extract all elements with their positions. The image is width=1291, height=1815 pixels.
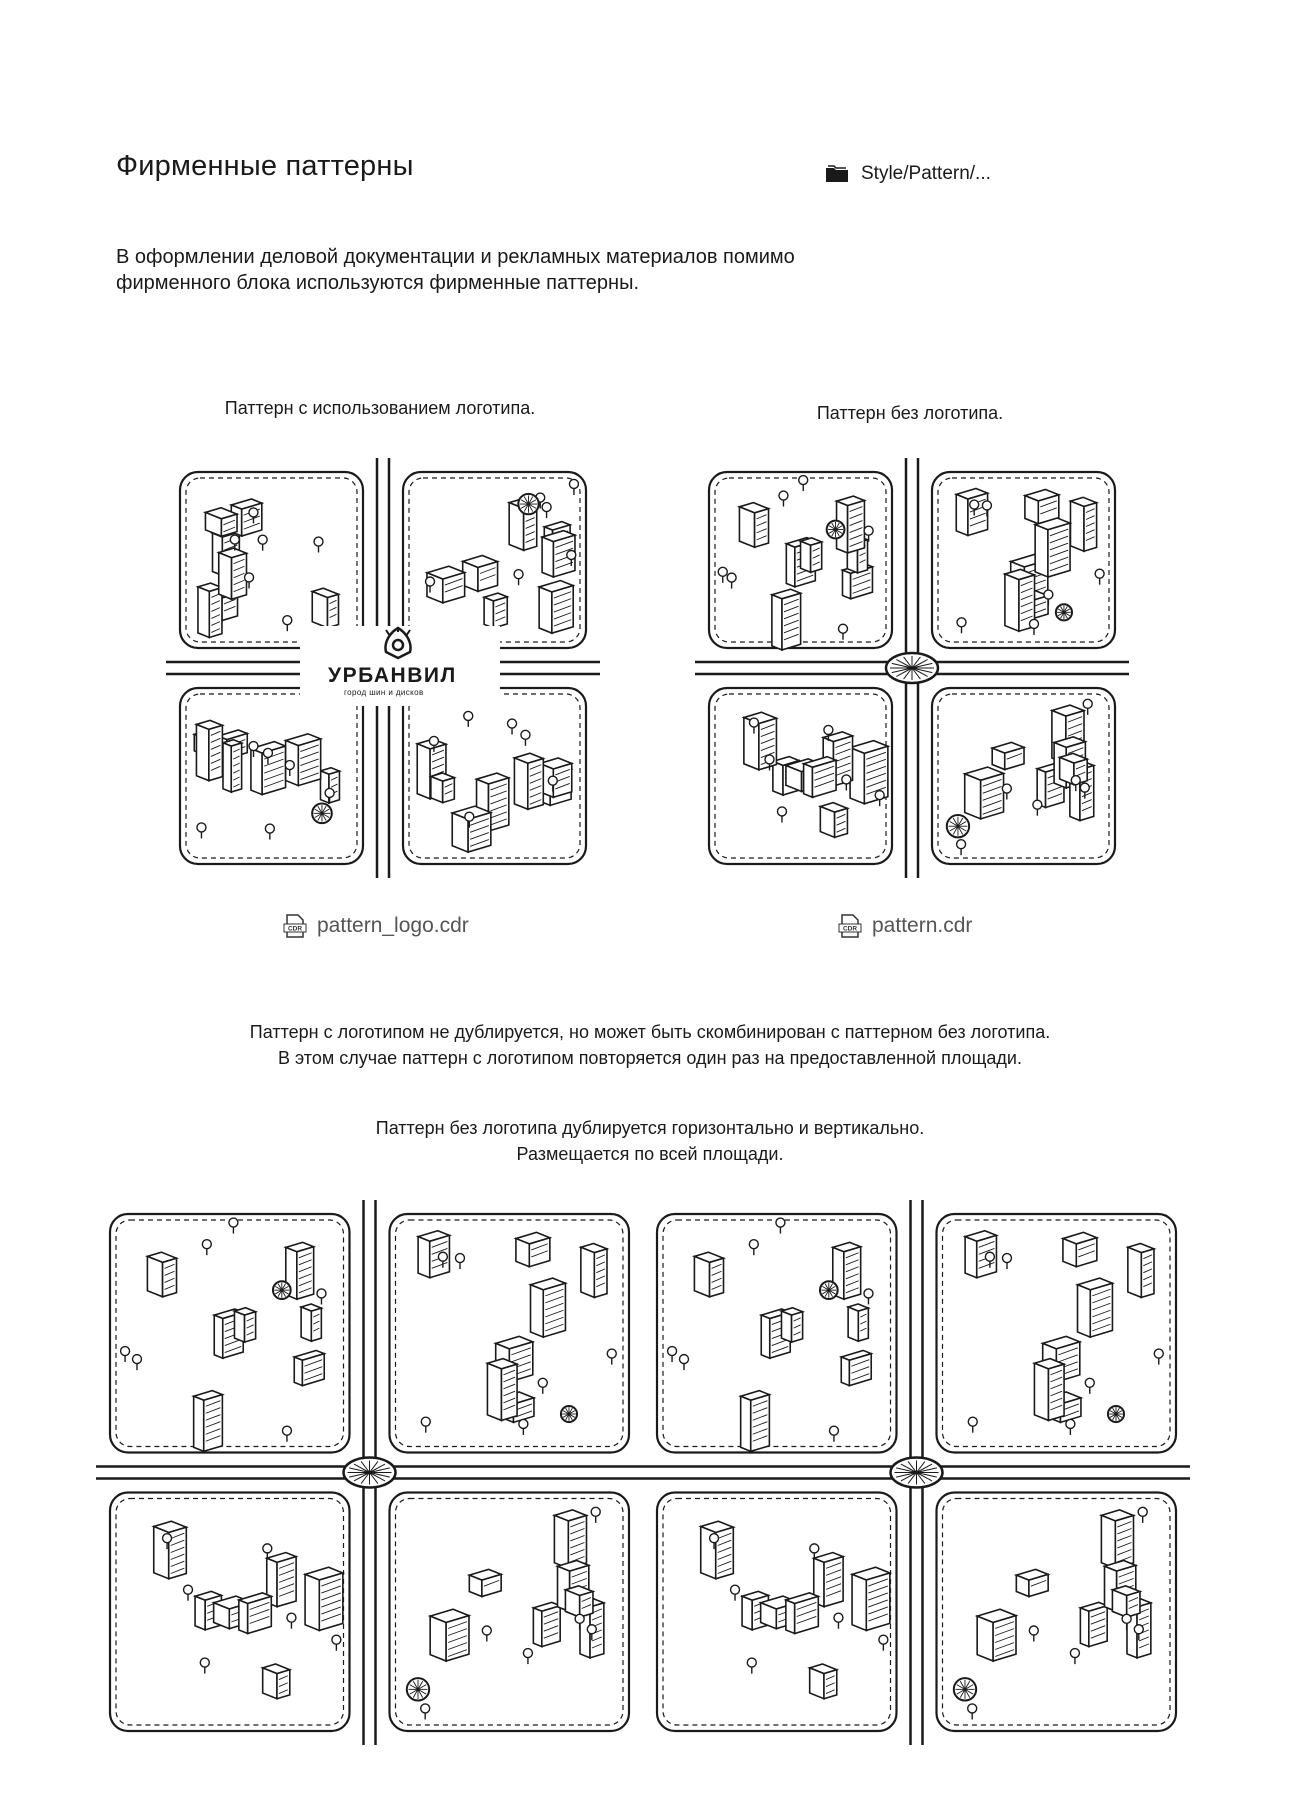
tree [968,1417,977,1433]
tree [838,624,847,640]
cdr-badge: CDR [287,925,303,933]
building [841,1350,871,1385]
page-title: Фирменные паттерны [116,150,414,182]
building [1101,1510,1133,1568]
tree [200,1658,209,1674]
tree [680,1355,689,1371]
cdr-badge: CDR [842,925,858,933]
tree [727,573,736,589]
tree [521,730,530,746]
tree [591,1507,600,1523]
building [739,503,768,548]
building [1128,1243,1154,1297]
tree [482,1626,491,1642]
building [848,1304,868,1341]
folder-path[interactable] [825,163,991,185]
building [487,1359,517,1421]
building [1016,1569,1048,1596]
building [263,1664,290,1699]
building [301,1304,321,1341]
building [533,1602,560,1646]
tree [519,1419,528,1435]
repeat-note-line: Паттерн без логотипа дублируется горизонтально и вертикально. [375,1118,925,1138]
building [469,1569,501,1596]
tree [1066,1419,1075,1435]
logo-wordmark: УРБАНВИЛ [328,664,457,687]
tree [538,1378,547,1394]
tree [829,1426,838,1442]
tree [508,719,517,735]
building [205,508,237,537]
tree [799,476,808,492]
combine-note-line: В этом случае паттерн с логотипом повторяется один раз на предоставленной площади. [278,1048,1022,1068]
pattern-logo-caption: Паттерн с использованием логотипа. [224,398,536,418]
building [565,1586,593,1617]
tree [314,537,323,553]
building [801,538,822,572]
tree [202,1240,211,1256]
tree [184,1585,193,1601]
file-link-pattern[interactable] [838,914,972,938]
building [147,1252,176,1297]
folder-path-label: Style/Pattern/... [861,163,991,184]
building [1080,1602,1107,1646]
tree [1070,1649,1079,1665]
tree [747,1658,756,1674]
brand-logo [300,626,500,706]
building [1034,1359,1064,1421]
tree [1085,1378,1094,1394]
tree [1033,800,1042,816]
building [965,767,1004,819]
wheel [827,521,845,539]
building [463,556,498,592]
building [223,740,242,792]
building [852,1567,890,1630]
building [196,720,222,780]
tree [229,1218,238,1234]
combine-note [150,1019,1150,1071]
tree [287,1613,296,1629]
building [992,742,1024,769]
tree [283,616,292,632]
building [1035,518,1070,577]
repeat-note-line: Размещается по всей площади. [516,1144,784,1164]
building [484,593,507,628]
tree [464,711,473,727]
building [977,1609,1016,1661]
wheel [561,1406,577,1422]
wheel [1108,1406,1124,1422]
building [1063,1232,1097,1266]
building [430,1609,469,1661]
building [239,1593,271,1634]
tree [197,823,206,839]
tree [523,1649,532,1665]
wheel [273,1281,291,1299]
building [516,1232,550,1266]
tree [258,535,267,551]
folder-icon [825,165,849,183]
wheel [312,804,332,824]
wheel [820,1281,838,1299]
logo-emblem-icon [378,626,418,660]
tree [317,1289,326,1305]
repeated-pattern-image [96,1200,1190,1745]
building [820,803,847,838]
pattern-plain-caption: Паттерн без логотипа. [816,403,1004,423]
tree [879,1635,888,1651]
tree [569,479,578,495]
building [294,1350,324,1385]
tree [332,1635,341,1651]
tree [133,1355,142,1371]
building [581,1243,607,1297]
tree [875,791,884,807]
building [956,489,987,536]
tree [668,1347,677,1363]
tree [1029,619,1038,635]
tree [834,1613,843,1629]
logo-tagline: город шин и дисков [344,688,424,697]
tree [1002,1254,1011,1270]
tree [1095,569,1104,585]
building [804,757,836,798]
tree [1154,1349,1163,1365]
building [694,1252,723,1297]
tree [1138,1507,1147,1523]
building [286,734,321,786]
cdr-file-icon [283,914,307,938]
tree [779,491,788,507]
building [772,589,801,650]
tree [957,840,966,856]
file-link-pattern-logo[interactable] [283,914,469,938]
cdr-file-icon [838,914,862,938]
wheel [947,815,969,837]
building [531,1278,566,1337]
tree [455,1254,464,1270]
building [194,1391,223,1452]
building [1078,1278,1113,1337]
pattern-tile [643,1200,1190,1745]
building [219,548,247,599]
building [786,1593,818,1634]
building [781,1308,802,1342]
building [514,753,543,809]
pattern-tile [96,1200,643,1745]
building [431,773,454,803]
tree [542,503,551,519]
file-name: pattern_logo.cdr [317,914,469,937]
building [305,1567,343,1630]
building [810,1664,837,1699]
wheel [954,1678,976,1700]
tree [607,1349,616,1365]
building [234,1308,255,1342]
wheel [518,494,538,514]
tree [749,1240,758,1256]
repeat-note [150,1115,1150,1167]
tree [718,567,727,583]
tree [864,1289,873,1305]
tree [265,824,274,840]
intro-text: В оформлении деловой документации и рекламных материалов помимо фирменного блока используются фирменные паттерны. [116,246,795,294]
combine-note-line: Паттерн с логотипом не дублируется, но может быть скомбинирован с паттерном без логотипа. [249,1022,1051,1042]
tree [776,1218,785,1234]
building [154,1521,187,1579]
tree [777,807,786,823]
building [1070,497,1096,551]
building [1112,1586,1140,1617]
tree [421,1704,430,1720]
building [741,1391,770,1452]
wheel [1056,604,1072,620]
tree [421,1417,430,1433]
file-name: pattern.cdr [872,914,973,937]
tree [121,1347,130,1363]
tree [957,618,966,634]
building [701,1521,734,1579]
building [539,581,573,634]
building [312,588,338,628]
pattern-without-logo-image [695,458,1129,878]
wheel [407,1678,429,1700]
building [554,1510,586,1568]
tree [968,1704,977,1720]
tree [282,1426,291,1442]
tree [731,1585,740,1601]
pattern-tile [695,458,1129,878]
tree [514,570,523,586]
tree [1029,1626,1038,1642]
